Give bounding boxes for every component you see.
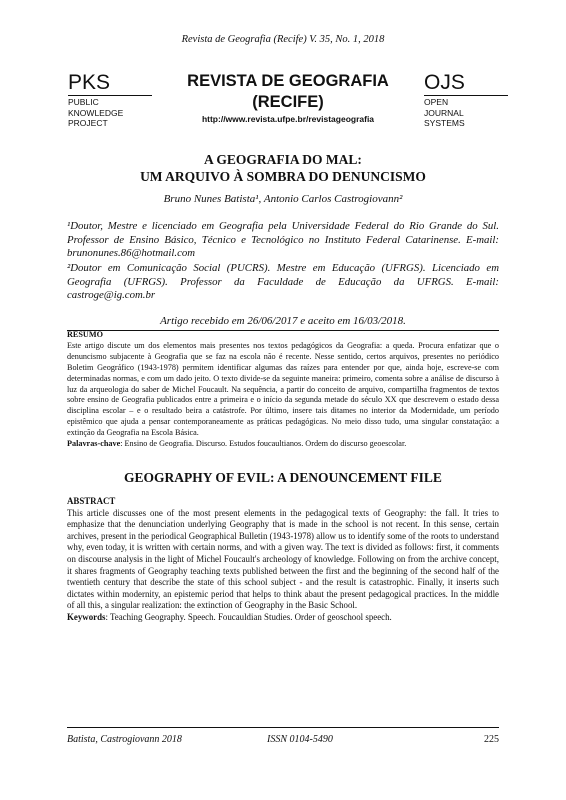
ojs-line: JOURNAL [424,107,464,118]
journal-url[interactable]: http://www.revista.ufpe.br/revistageografia [201,114,375,124]
palavras-chave-label: Palavras-chave [67,439,121,449]
footer-issn: ISSN 0104-5490 [267,734,333,745]
page-number: 225 [484,734,499,745]
english-title: GEOGRAPHY OF EVIL: A DENOUNCEMENT FILE [124,470,442,485]
keywords [67,612,499,624]
journal-title-line: (RECIFE) [252,93,324,111]
pks-line: PROJECT [68,118,108,128]
paper-title-line: A GEOGRAFIA DO MAL: [204,152,362,167]
abstract-text: This article discusses one of the most present elements in the pedagogical texts of Geography: the fall. It tries to emphasize that the denunciation underlying Geography that is made in the school is not recent. In this sense, certain archives, present in the periodical Geographical Bulletin (1943-1978) allow us to identify some of the roots to understand why, even today, it is written with certain norms, and with a given way. The text is divided as follows: first, it comments on discourse analysis in the light of Michel Foucault's archeology of knowledge. Following on from the archive concept, it shares fragments of Geography teaching texts published between the first and the beginning of the second half of the twentieth century that describe the state of this school subject - and the result is catastrophic. Finally, it inserts such dictates within modernity, an epistemic period that helps to think abaut the present pedagogical practices. In the middle of all this, a singular realization: the extinction of Geography in the Basic School. [67,507,499,611]
abstract-heading: ABSTRACT [67,496,116,506]
author-list: Bruno Nunes Batista¹, Antonio Carlos Castrogiovann² [163,193,403,205]
resumo-section [67,330,499,450]
resumo-heading: RESUMO [67,330,103,339]
journal-title-block [152,71,424,124]
ojs-logo [424,72,508,129]
keywords-label: Keywords [67,611,106,622]
footer-divider [67,727,499,728]
affiliation-1: ¹Doutor, Mestre e licenciado em Geografia pela Universidade Federal do Rio Grande do Sul. Professor de Ensino Básico, Técnico e Tecnológico no Instituto Federal Catarinense. E-mail: brunonunes.86@hotmail.com [67,220,499,260]
palavras-chave-values: : Ensino de Geografia. Discurso. Estudos foucaultianos. Ordem do discurso geoescolar. [120,439,407,449]
palavras-chave [67,439,499,450]
paper-title [0,151,566,185]
keywords-values: : Teaching Geography. Speech. Foucauldian Studies. Order of geoschool speech. [105,611,392,622]
journal-title-line: REVISTA DE GEOGRAFIA [187,72,389,90]
ojs-line: SYSTEMS [424,118,465,128]
ojs-abbreviation: OJS [424,72,508,96]
footer-authors: Batista, Castrogiovann 2018 [67,734,182,745]
resumo-text: Este artigo discute um dos elementos mais presentes nos textos pedagógicos da Geografia: a queda. Procura enfatizar que o denuncismo subjacente à Geografia que se faz na escola não é recente. Nesse sentido, certos arquivos, presentes no periódico Boletim Geográfico (1943-1978) permitem identificar algumas das raízes para entender por que, ainda hoje, escreve-se com determinadas normas, e com um dado jeito. O texto divide-se da seguinte maneira: primeiro, comenta sobre a análise de discurso à luz da arqueologia do saber de Michel Foucault. Na sequência, a partir do conceito de arquivo, compartilha fragmentos de textos sobre ensino de Geografia publicados entre a primeira e o início da segunda metade do século XX que descrevem o estado dessa disciplina escolar – e o resultado beira a catástrofe. Por último, insere tais ditames no interior da Modernidade, um período epistêmico que ajuda a pensar contemporaneamente as práticas pedagógicas. No meio disso tudo, uma singular constatação: a extinção da Geografia na Escola Básica. [67,340,499,438]
running-head: Revista de Geografia (Recife) V. 35, No. 1, 2018 [181,34,385,45]
paper-title-line: UM ARQUIVO À SOMBRA DO DENUNCISMO [140,169,426,184]
pks-logo [68,72,152,129]
pks-line: KNOWLEDGE [68,107,124,118]
ojs-line: OPEN [424,97,449,107]
received-accepted-dates: Artigo recebido em 26/06/2017 e aceito em 16/03/2018. [160,315,406,327]
journal-masthead [68,72,500,132]
pks-line: PUBLIC [68,97,99,107]
abstract-section [67,496,499,624]
affiliation-2: ²Doutor em Comunicação Social (PUCRS). Mestre em Educação (UFRGS). Licenciado em Geografia (UFRGS). Professor da Faculdade de Educação da UFRGS. E-mail: castroge@ig.com.br [67,262,499,302]
pks-abbreviation: PKS [68,72,152,96]
